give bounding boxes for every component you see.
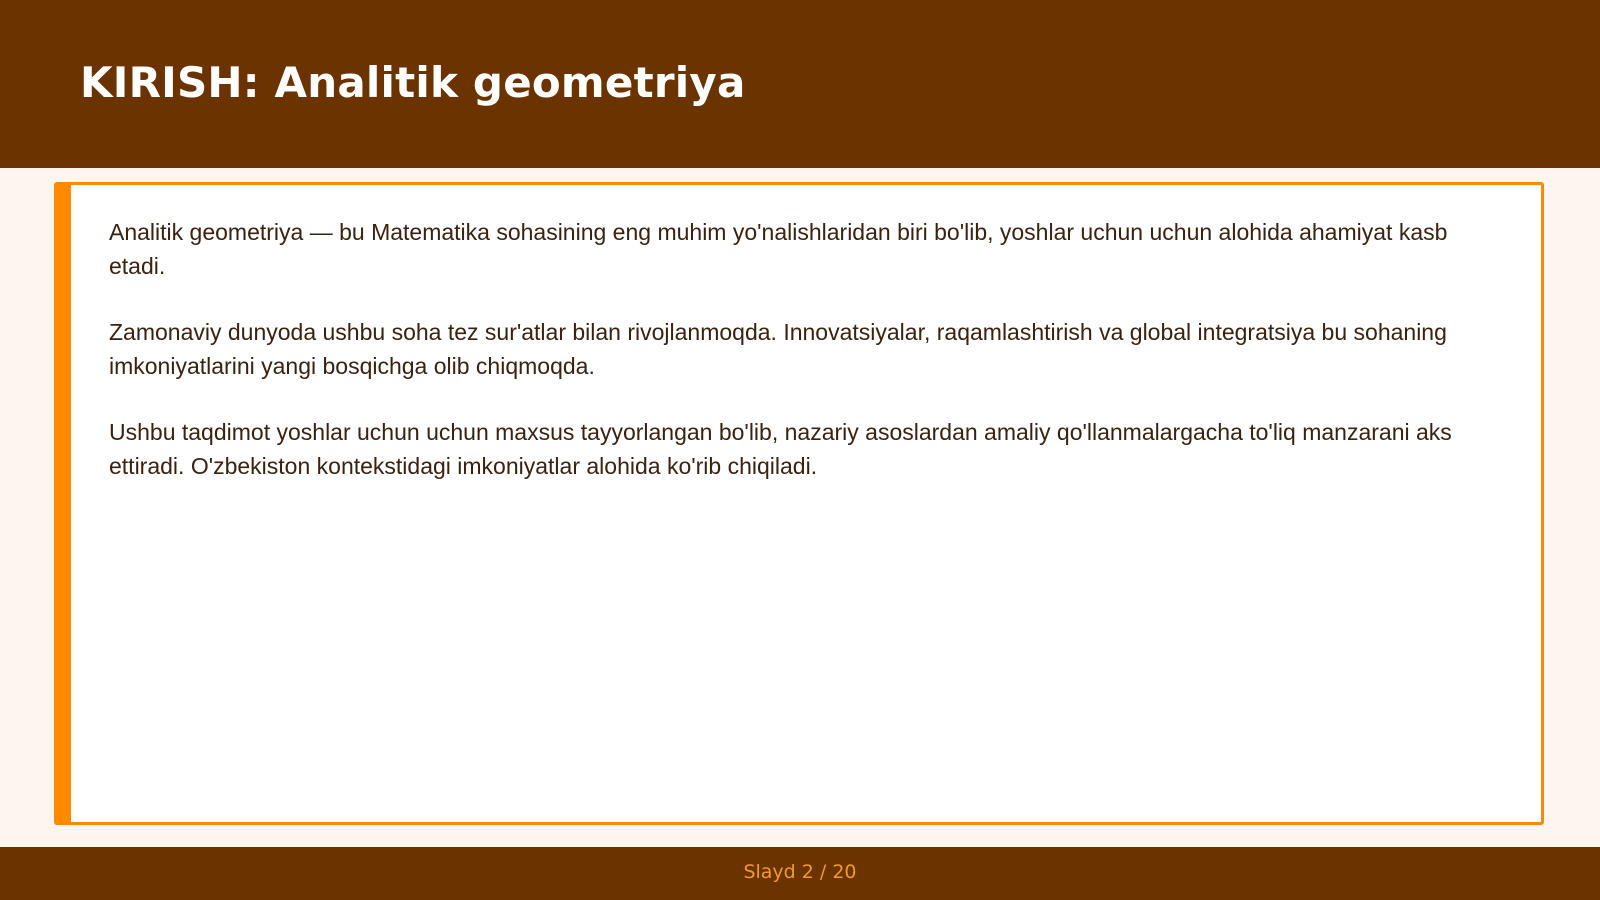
- slide-header: [0, 0, 1600, 168]
- paragraph-intro: Analitik geometriya — bu Matematika sohasining eng muhim yo'nalishlaridan biri bo'lib, yoshlar uchun uchun alohida ahamiyat kasb etadi.: [109, 219, 1448, 279]
- content-panel: [54, 182, 1544, 825]
- content-text: [109, 215, 1494, 515]
- slide-footer: [0, 847, 1600, 900]
- paragraph-presentation-purpose: Ushbu taqdimot yoshlar uchun uchun maxsus tayyorlangan bo'lib, nazariy asoslardan amaliy qo'llanmalargacha to'liq manzarani aks ettiradi. O'zbekiston kontekstidagi imkoniyatlar alohida ko'rib chiqiladi.: [109, 419, 1452, 479]
- paragraph-modern-world: Zamonaviy dunyoda ushbu soha tez sur'atlar bilan rivojlanmoqda. Innovatsiyalar, raqamlashtirish va global integratsiya bu sohaning imkoniyatlarini yangi bosqichga olib chiqmoqda.: [109, 319, 1447, 379]
- slide-title: KIRISH: Analitik geometriya: [80, 58, 746, 107]
- slide-counter: Slayd 2 / 20: [743, 861, 857, 883]
